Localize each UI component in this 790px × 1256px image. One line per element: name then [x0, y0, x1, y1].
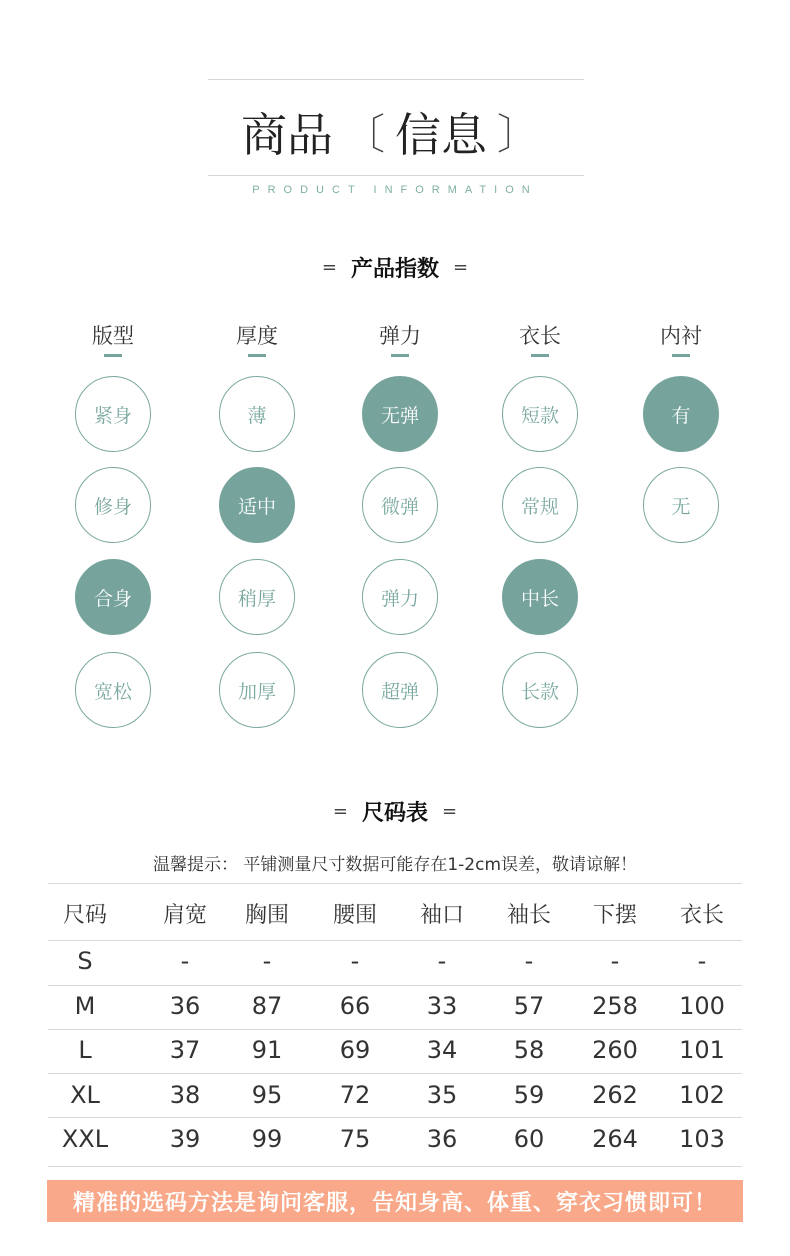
table-cell: 95	[251, 1081, 283, 1109]
table-cell: -	[437, 947, 447, 975]
index-option-selected: 无弹	[362, 376, 438, 452]
index-column-label: 版型	[92, 324, 134, 348]
table-header-cell: 衣长	[679, 903, 724, 928]
index-option-selected: 合身	[75, 559, 151, 635]
table-cell: -	[697, 947, 707, 975]
index-option: 超弹	[362, 652, 438, 728]
header-bottom-divider	[208, 175, 584, 176]
table-header-cell: 袖长	[506, 903, 551, 928]
table-size-label: XL	[70, 1081, 100, 1109]
index-option: 加厚	[219, 652, 295, 728]
table-cell: 75	[339, 1125, 371, 1153]
table-cell: 57	[513, 992, 545, 1020]
table-rule	[48, 985, 742, 986]
title-part-a: 商品	[240, 108, 333, 162]
table-cell: -	[610, 947, 620, 975]
table-rule	[48, 883, 742, 884]
table-rule	[48, 1166, 742, 1167]
table-cell: 264	[592, 1125, 638, 1153]
table-size-label: XXL	[61, 1125, 109, 1153]
table-header-cell: 下摆	[592, 903, 637, 928]
index-option: 薄	[219, 376, 295, 452]
table-cell: 72	[339, 1081, 371, 1109]
table-cell: -	[524, 947, 534, 975]
index-option: 长款	[502, 652, 578, 728]
index-option-selected: 中长	[502, 559, 578, 635]
table-cell: 69	[339, 1036, 371, 1064]
size-eq-left: =	[332, 801, 348, 822]
table-cell: 37	[169, 1036, 201, 1064]
header-top-divider	[208, 79, 584, 80]
page-title	[0, 92, 790, 172]
table-cell: 87	[251, 992, 283, 1020]
table-rule	[48, 1073, 742, 1074]
table-cell: 58	[513, 1036, 545, 1064]
table-cell: 102	[679, 1081, 725, 1109]
index-option-selected: 有	[643, 376, 719, 452]
index-section-title	[0, 252, 790, 283]
index-option: 微弹	[362, 467, 438, 543]
index-column-label: 弹力	[379, 324, 421, 348]
sizing-advice-banner: 精准的选码方法是询问客服，告知身高、体重、穿衣习惯即可！	[47, 1180, 743, 1222]
table-cell: 100	[679, 992, 725, 1020]
size-section-title	[0, 796, 790, 827]
title-bracket-close: 〕	[497, 110, 540, 159]
title-part-b: 信息	[395, 108, 487, 162]
table-cell: 33	[426, 992, 458, 1020]
table-cell: 103	[679, 1125, 725, 1153]
table-header-cell: 腰围	[332, 903, 377, 928]
table-cell: 38	[169, 1081, 201, 1109]
index-option: 短款	[502, 376, 578, 452]
table-cell: 39	[169, 1125, 201, 1153]
table-cell: -	[180, 947, 190, 975]
table-cell: 99	[251, 1125, 283, 1153]
index-option: 稍厚	[219, 559, 295, 635]
column-underline	[531, 354, 549, 357]
table-cell: -	[350, 947, 360, 975]
table-cell: 60	[513, 1125, 545, 1153]
index-column-label: 衣长	[519, 324, 561, 348]
page-subtitle: PRODUCT INFORMATION	[252, 184, 538, 196]
table-cell: -	[262, 947, 272, 975]
table-header-cell: 胸围	[244, 903, 289, 928]
table-header-cell: 肩宽	[162, 903, 207, 928]
index-option: 常规	[502, 467, 578, 543]
table-header-cell: 袖口	[419, 903, 464, 928]
table-cell: 59	[513, 1081, 545, 1109]
size-eq-right: =	[442, 801, 458, 822]
title-eq-left: =	[321, 257, 337, 278]
table-rule	[48, 1029, 742, 1030]
table-cell: 36	[169, 992, 201, 1020]
index-option: 宽松	[75, 652, 151, 728]
index-title-text: 产品指数	[350, 257, 439, 282]
table-cell: 35	[426, 1081, 458, 1109]
index-option: 无	[643, 467, 719, 543]
table-rule	[48, 940, 742, 941]
table-cell: 34	[426, 1036, 458, 1064]
table-cell: 262	[592, 1081, 638, 1109]
table-size-label: L	[78, 1036, 92, 1064]
table-size-label: S	[77, 947, 93, 975]
table-header-cell: 尺码	[62, 903, 107, 928]
title-eq-right: =	[453, 257, 469, 278]
column-underline	[248, 354, 266, 357]
table-cell: 66	[339, 992, 371, 1020]
measurement-tip: 温馨提示： 平铺测量尺寸数据可能存在1-2cm误差，敬请谅解！	[152, 855, 638, 875]
table-cell: 36	[426, 1125, 458, 1153]
index-option: 修身	[75, 467, 151, 543]
column-underline	[672, 354, 690, 357]
index-option: 弹力	[362, 559, 438, 635]
size-title-text: 尺码表	[361, 801, 428, 826]
table-cell: 258	[592, 992, 638, 1020]
table-rule	[48, 1117, 742, 1118]
table-cell: 91	[251, 1036, 283, 1064]
table-cell: 260	[592, 1036, 638, 1064]
title-bracket-open: 〔	[342, 110, 385, 159]
column-underline	[391, 354, 409, 357]
table-cell: 101	[679, 1036, 725, 1064]
index-column-label: 厚度	[236, 324, 278, 348]
index-option-selected: 适中	[219, 467, 295, 543]
index-option: 紧身	[75, 376, 151, 452]
table-size-label: M	[74, 992, 96, 1020]
index-column-label: 内衬	[660, 324, 702, 348]
column-underline	[104, 354, 122, 357]
